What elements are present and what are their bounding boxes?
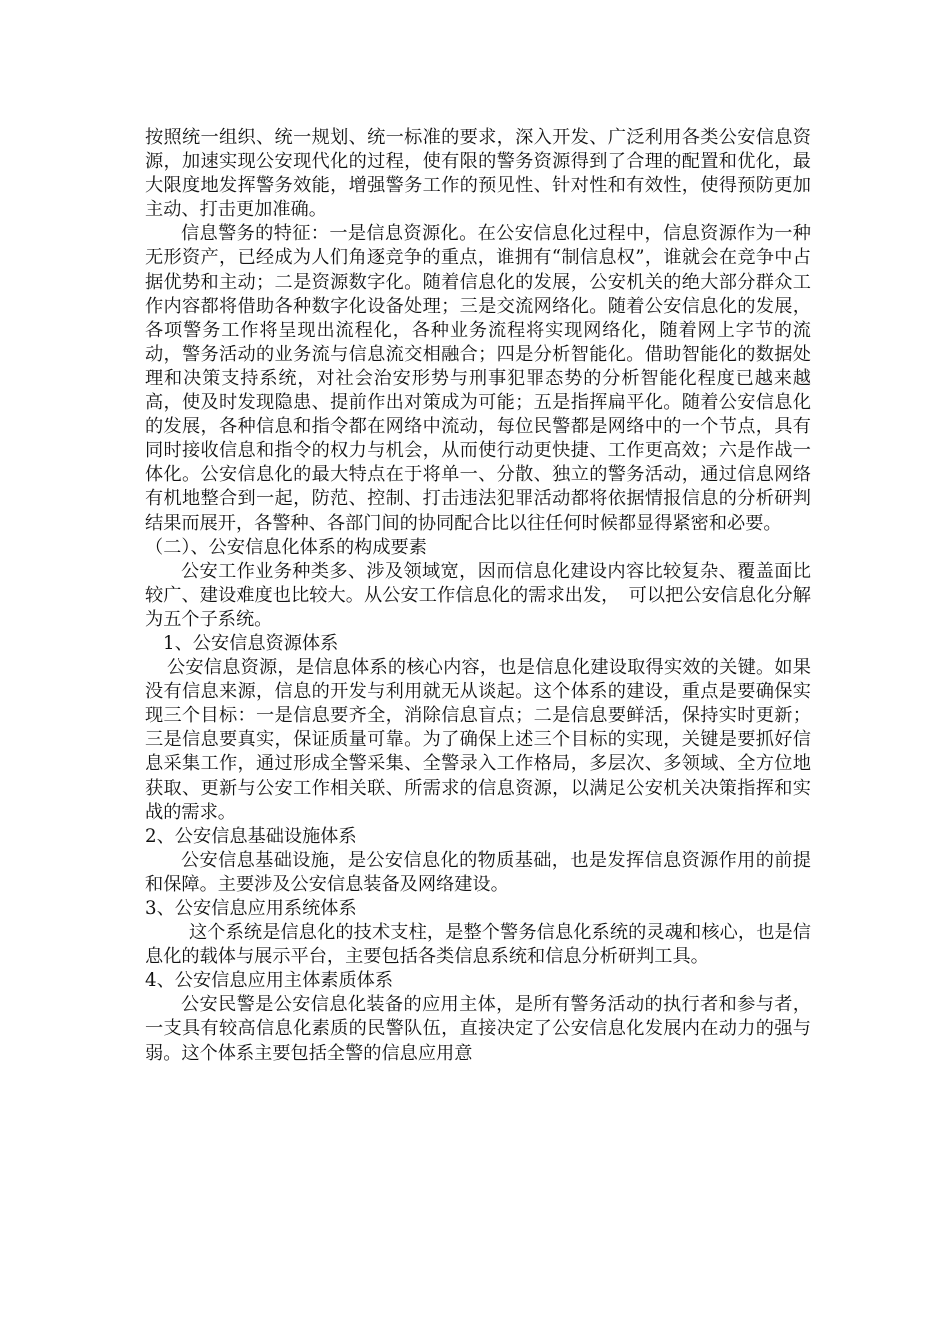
subheading-user-quality: 4、公安信息应用主体素质体系 [145, 970, 394, 992]
paragraph-components-intro: 公安工作业务种类多、涉及领域宽，因而信息化建设内容比较复杂、覆盖面比较广、建设难度也比较大。从公安工作信息化的需求出发， 可以把公安信息化分解为五个子系统。 [145, 560, 811, 630]
paragraph-user-quality: 公安民警是公安信息化装备的应用主体，是所有警务活动的执行者和参与者，一支具有较高信息化素质的民警队伍，直接决定了公安信息化发展内在动力的强与弱。这个体系主要包括全警的信息应用意 [145, 994, 811, 1064]
subheading-info-resources: 1、公安信息资源体系 [163, 632, 339, 654]
document-page [145, 126, 811, 1066]
subheading-application-systems: 3、公安信息应用系统体系 [145, 898, 357, 919]
paragraph-infrastructure: 公安信息基础设施，是公安信息化的物质基础，也是发挥信息资源作用的前提和保障。主要涉及公安信息装备及网络建设。 [145, 849, 811, 895]
subheading-infrastructure: 2、公安信息基础设施体系 [145, 825, 357, 847]
paragraph-info-policing-features: 信息警务的特征：一是信息资源化。在公安信息化过程中，信息资源作为一种无形资产，已经成为人们角逐竞争的重点，谁拥有“制信息权”，谁就会在竞争中占据优势和主动；二是资源数字化。随着信息化的发展，公安机关的绝大部分群众工作内容都将借助各种数字化设备处理；三是交流网络化。随着公安信息化的发展，各项警务工作将呈现出流程化，各种业务流程将实现网络化，随着网上字节的流动，警务活动的业务流与信息流交相融合；四是分析智能化。借助智能化的数据处理和决策支持系统，对社会治安形势与刑事犯罪态势的分析智能化程度已越来越高，使及时发现隐患、提前作出对策成为可能；五是指挥扁平化。随着公安信息化的发展，各种信息和指令都在网络中流动，每位民警都是网络中的一个节点，具有同时接收信息和指令的权力与机会，从而使行动更快捷、工作更高效；六是作战一体化。公安信息化的最大特点在于将单一、分散、独立的警务活动，通过信息网络有机地整合到一起，防范、控制、打击违法犯罪活动都将依据情报信息的分析研判结果而展开，各警种、各部门间的协同配合比以往任何时候都显得紧密和必要。 [145, 223, 811, 534]
section-heading-components: （二）、公安信息化体系的构成要素 [145, 536, 427, 558]
paragraph-continuation: 按照统一组织、统一规划、统一标准的要求，深入开发、广泛利用各类公安信息资源，加速实现公安现代化的过程，使有限的警务资源得到了合理的配置和优化，最大限度地发挥警务效能，增强警务工作的预见性、针对性和有效性，使得预防更加主动、打击更加准确。 [145, 127, 811, 221]
paragraph-application-systems: 这个系统是信息化的技术支柱，是整个警务信息化系统的灵魂和核心，也是信息化的载体与展示平台，主要包括各类信息系统和信息分析研判工具。 [145, 922, 811, 968]
paragraph-info-resources: 公安信息资源，是信息体系的核心内容，也是信息化建设取得实效的关键。如果没有信息来源，信息的开发与利用就无从谈起。这个体系的建设，重点是要确保实现三个目标：一是信息要齐全，消除信息盲点；二是信息要鲜活，保持实时更新；三是信息要真实，保证质量可靠。为了确保上述三个目标的实现，关键是要抓好信息采集工作，通过形成全警采集、全警录入工作格局，多层次、多领域、全方位地获取、更新与公安工作相关联、所需求的信息资源，以满足公安机关决策指挥和实战的需求。 [145, 657, 811, 823]
